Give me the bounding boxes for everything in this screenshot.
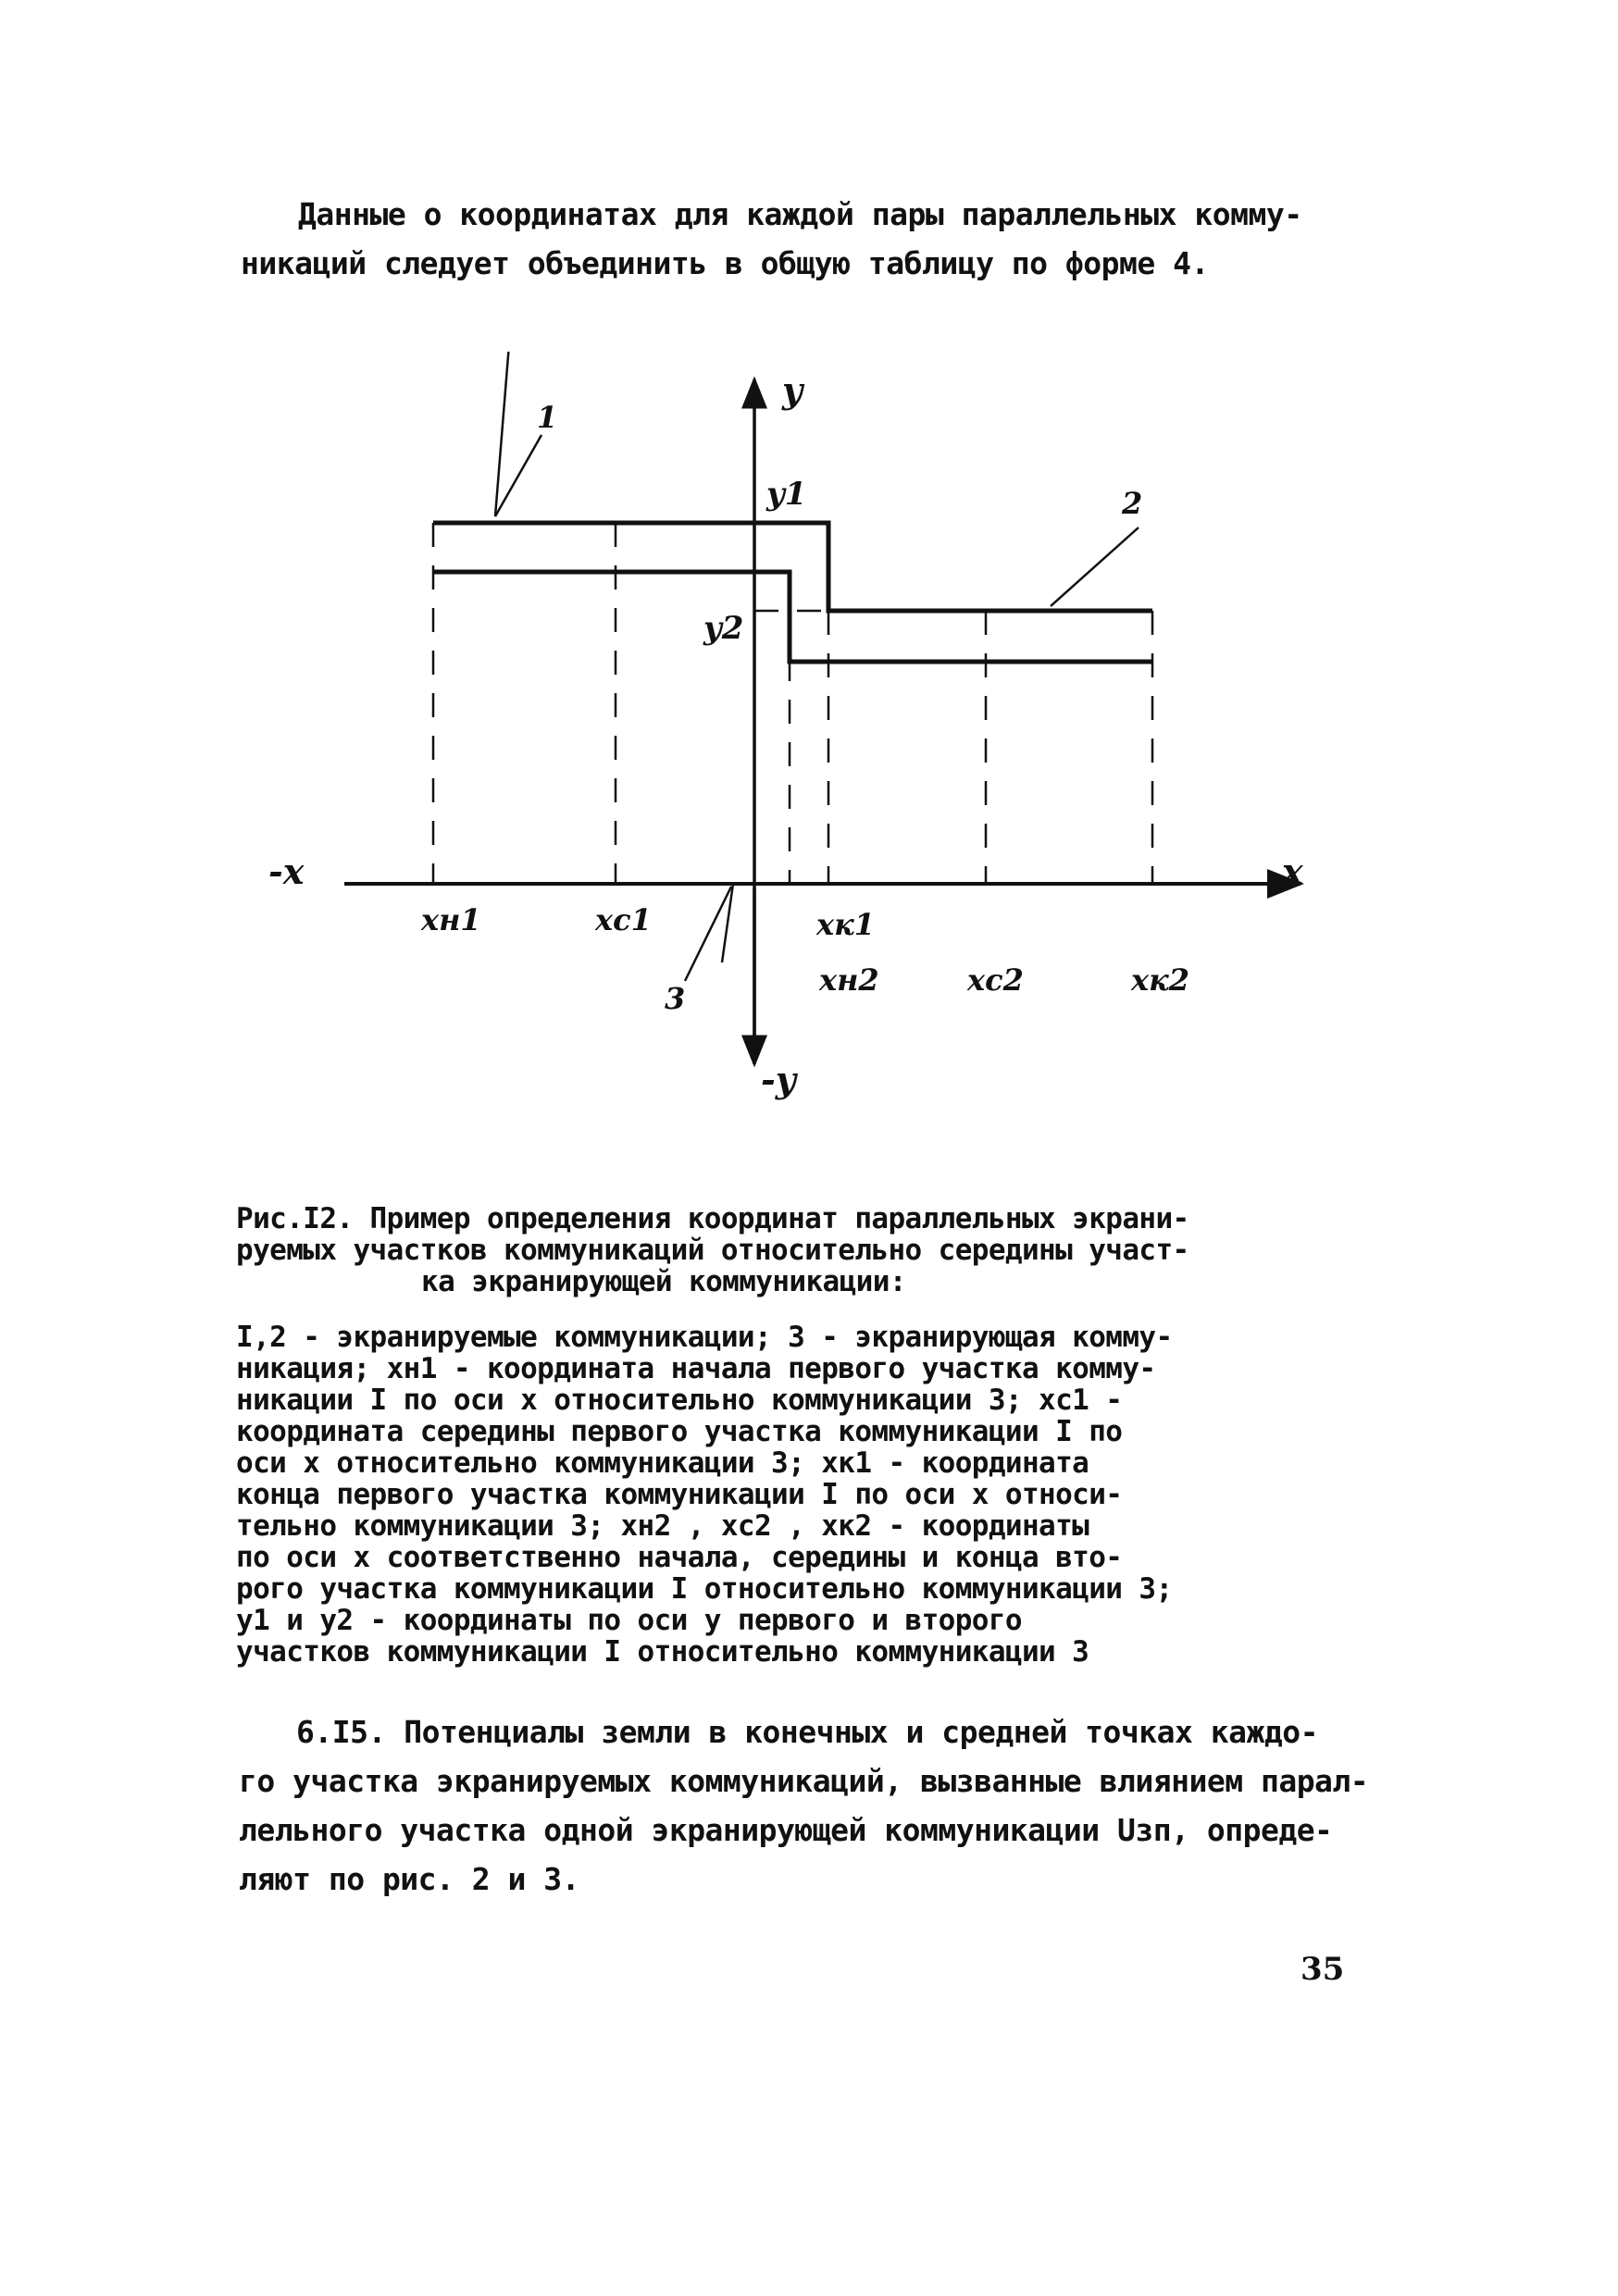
caption-title-line-2: руемых участков коммуникаций относительно середины участ- bbox=[236, 1234, 1189, 1267]
leader-1 bbox=[495, 352, 537, 516]
label-neg-y: -y bbox=[761, 1059, 796, 1100]
leader-1 bbox=[495, 435, 541, 516]
intro-line-2: никаций следует объединить в общую таблицу по форме 4. bbox=[241, 245, 1209, 281]
communication-1-line bbox=[433, 523, 1152, 611]
label-neg-x: -x bbox=[268, 850, 305, 892]
label-line-3: 3 bbox=[665, 981, 686, 1016]
label-xn1: xн1 bbox=[421, 902, 481, 937]
legend-line: никация; xн1 - координата начала первого участка комму- bbox=[236, 1352, 1156, 1385]
label-line-1: 1 bbox=[537, 400, 558, 435]
legend-line: тельно коммуникации 3; xн2 , xc2 , xк2 - координаты bbox=[236, 1509, 1089, 1543]
figure-caption bbox=[236, 1203, 1347, 1668]
legend-line: y1 и y2 - координаты по оси y первого и второго bbox=[236, 1604, 1022, 1637]
label-xn2: xн2 bbox=[819, 962, 879, 998]
caption-title-line-1: Рис.I2. Пример определения координат параллельных экрани- bbox=[236, 1202, 1189, 1235]
label-y2: y2 bbox=[703, 610, 744, 647]
legend-line: конца первого участка коммуникации I по оси x относи- bbox=[236, 1478, 1123, 1511]
paragraph-line-3: лельного участка одной экранирующей коммуникации Uзп, опреде- bbox=[239, 1812, 1333, 1848]
legend-line: участков коммуникации I относительно коммуникации 3 bbox=[236, 1635, 1089, 1669]
communication-2-line bbox=[433, 572, 1152, 662]
legend-line: по оси x соответственно начала, середины и конца вто- bbox=[236, 1541, 1123, 1574]
page-number: 35 bbox=[1301, 1951, 1345, 1988]
label-xc2: xc2 bbox=[967, 962, 1024, 998]
intro-paragraph bbox=[241, 190, 1379, 288]
paragraph-line-2: го участка экранируемых коммуникаций, вызванные влиянием парал- bbox=[239, 1763, 1369, 1799]
leader-3-ext bbox=[685, 887, 731, 981]
label-y1: y1 bbox=[766, 476, 807, 513]
legend-line: I,2 - экранируемые коммуникации; 3 - экранирующая комму- bbox=[236, 1321, 1173, 1354]
intro-line-1: Данные о координатах для каждой пары параллельных комму- bbox=[298, 196, 1302, 232]
caption-legend bbox=[236, 1322, 1347, 1668]
legend-line: оси x относительно коммуникации 3; xк1 - координата bbox=[236, 1446, 1089, 1480]
label-y: y bbox=[782, 369, 803, 411]
legend-line: рого участка коммуникации I относительно коммуникации 3; bbox=[236, 1572, 1173, 1606]
legend-line: координата середины первого участка коммуникации I по bbox=[236, 1415, 1123, 1448]
paragraph-line-1: 6.I5. Потенциалы земли в конечных и средней точках каждо- bbox=[296, 1714, 1318, 1750]
label-xc1: xc1 bbox=[595, 902, 652, 937]
section-6-15-paragraph bbox=[239, 1707, 1387, 1904]
label-xk1: xк1 bbox=[816, 907, 875, 942]
legend-line: никации I по оси x относительно коммуникации 3; xc1 - bbox=[236, 1384, 1123, 1417]
paragraph-line-4: ляют по рис. 2 и 3. bbox=[239, 1861, 579, 1897]
figure-12-diagram bbox=[0, 352, 1618, 1111]
label-x: x bbox=[1282, 850, 1303, 892]
leader-2 bbox=[1051, 527, 1139, 606]
label-line-2: 2 bbox=[1122, 486, 1143, 521]
caption-title-line-3: ка экранирующей коммуникации: bbox=[421, 1265, 906, 1298]
label-xk2: xк2 bbox=[1131, 962, 1189, 998]
